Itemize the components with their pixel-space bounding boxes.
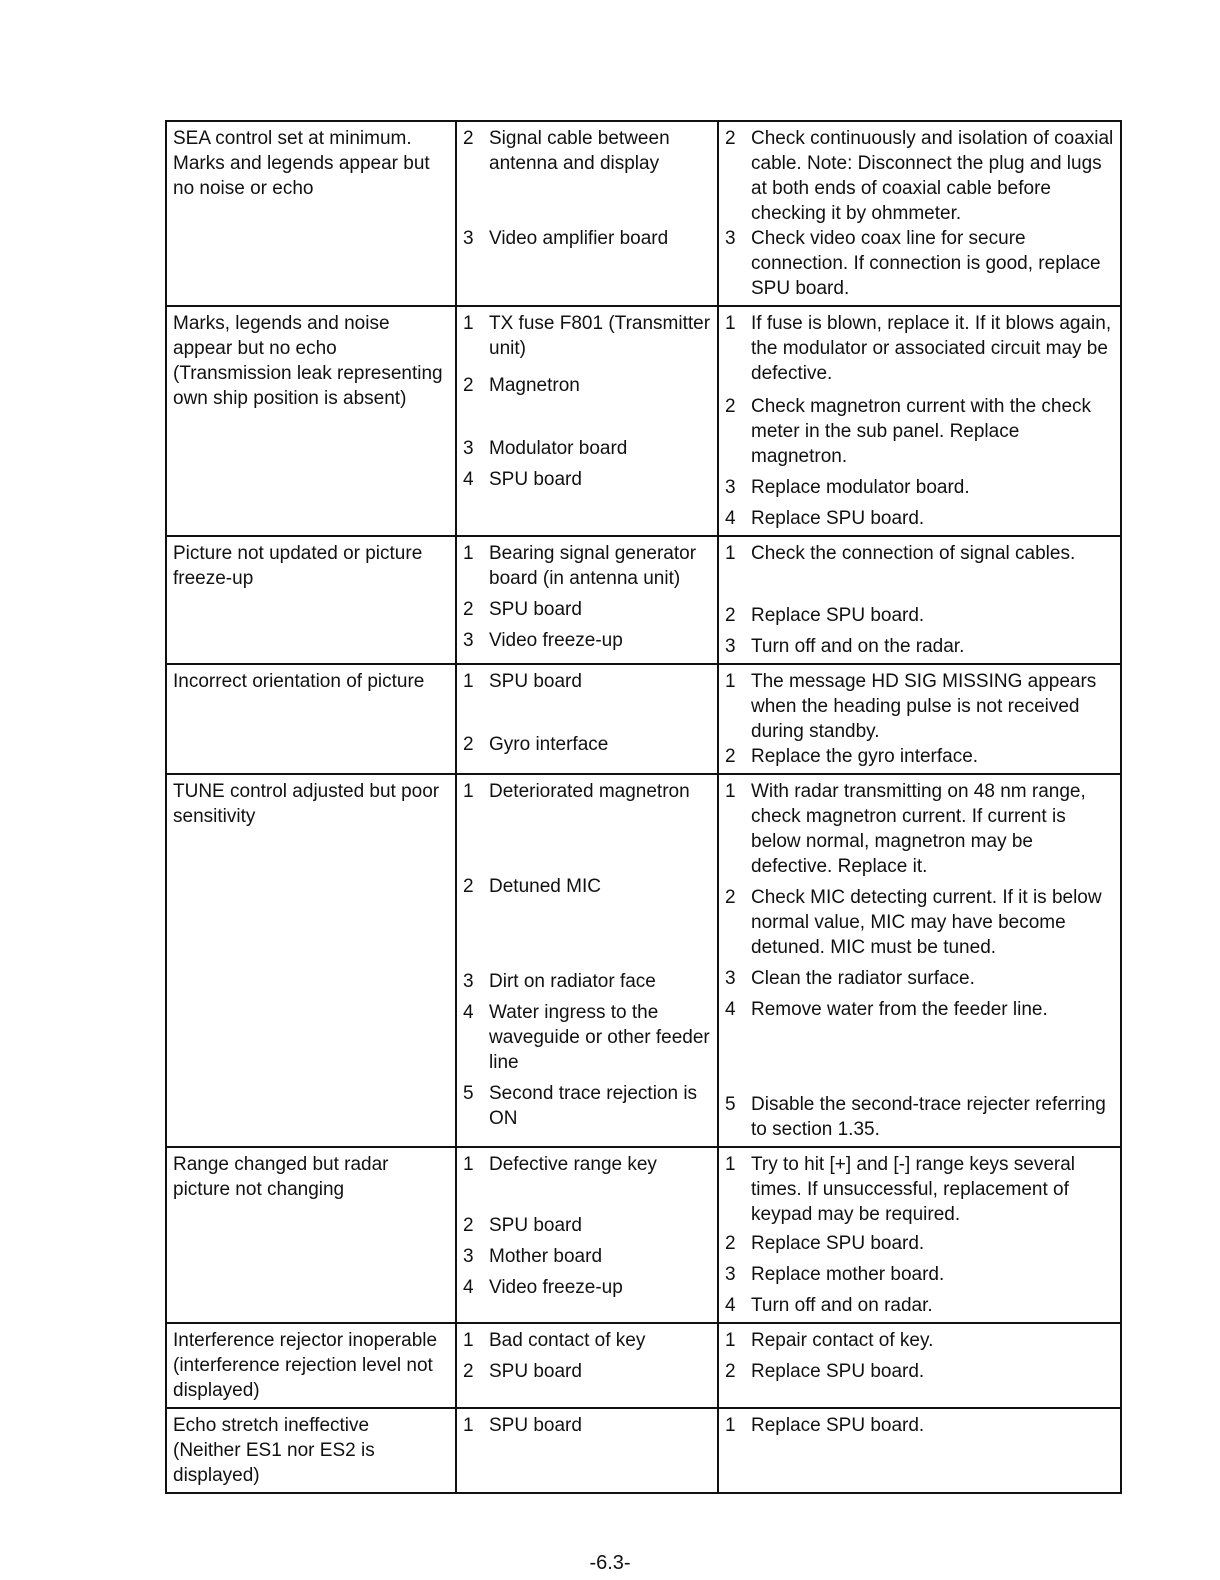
- item-text: SPU board: [489, 599, 582, 620]
- cause-item: [463, 311, 712, 361]
- item-number: 3: [725, 1264, 736, 1285]
- item-text: SPU board: [489, 469, 582, 490]
- item-number: 2: [725, 1361, 736, 1382]
- cause-item: [463, 541, 712, 591]
- item-text: Detuned MIC: [489, 876, 601, 897]
- remedy-item: [725, 744, 1115, 769]
- item-number: 1: [725, 1330, 736, 1351]
- item-text: Turn off and on radar.: [751, 1295, 933, 1316]
- item-number: 4: [725, 508, 736, 529]
- remedy-item: [725, 669, 1115, 744]
- table-row: [166, 536, 1121, 664]
- cause-item: [463, 732, 712, 757]
- item-text: Check continuously and isolation of coaxial cable. Note: Disconnect the plug and lugs at both ends of coaxial cable before checking it by ohmmeter.: [751, 128, 1114, 224]
- table-row: [166, 1408, 1121, 1493]
- item-number: 2: [725, 887, 736, 908]
- item-number: 2: [725, 605, 736, 626]
- item-text: Mother board: [489, 1246, 603, 1267]
- item-number: 3: [725, 636, 736, 657]
- remedy-cell: [718, 664, 1121, 774]
- symptom-cell: TUNE control adjusted but poor sensitivity: [166, 774, 456, 1147]
- item-text: Bearing signal generator board (in antenna unit): [489, 543, 697, 589]
- item-text: With radar transmitting on 48 nm range, check magnetron current. If current is below normal, magnetron may be defective. Replace it.: [751, 781, 1086, 877]
- remedy-cell: [718, 1323, 1121, 1408]
- item-number: 1: [463, 1415, 474, 1436]
- item-number: 1: [463, 1154, 474, 1175]
- cause-item: [463, 467, 712, 492]
- item-number: 1: [463, 781, 474, 802]
- item-number: 2: [463, 876, 474, 897]
- table-row: [166, 1323, 1121, 1408]
- cause-item: [463, 779, 712, 804]
- remedy-item: [725, 779, 1115, 879]
- cause-item: [463, 1413, 712, 1438]
- table-row: [166, 664, 1121, 774]
- item-number: 4: [725, 1295, 736, 1316]
- item-text: Check MIC detecting current. If it is below normal value, MIC may have become detuned. MIC must be tuned.: [751, 887, 1102, 958]
- remedy-item: [725, 966, 1115, 991]
- table-row: [166, 774, 1121, 1147]
- item-text: Clean the radiator surface.: [751, 968, 975, 989]
- remedy-item: [725, 394, 1115, 469]
- item-number: 1: [725, 1415, 736, 1436]
- cause-item: [463, 1359, 712, 1384]
- item-number: 2: [725, 746, 736, 767]
- item-text: Video freeze-up: [489, 1277, 623, 1298]
- symptom-cell: Interference rejector inoperable (interference rejection level not displayed): [166, 1323, 456, 1408]
- item-text: Magnetron: [489, 375, 580, 396]
- cause-item: [463, 597, 712, 622]
- cause-cell: [456, 1323, 718, 1408]
- item-number: 4: [463, 469, 474, 490]
- item-number: 1: [463, 671, 474, 692]
- cause-item: [463, 373, 712, 398]
- item-text: SPU board: [489, 1361, 582, 1382]
- remedy-cell: [718, 536, 1121, 664]
- item-number: 2: [463, 1361, 474, 1382]
- item-number: 5: [463, 1083, 474, 1104]
- item-text: Defective range key: [489, 1154, 657, 1175]
- item-text: Disable the second-trace rejecter referring to section 1.35.: [751, 1094, 1106, 1140]
- symptom-cell: Marks, legends and noise appear but no echo (Transmission leak representing own ship position is absent): [166, 306, 456, 536]
- remedy-cell: [718, 306, 1121, 536]
- item-number: 3: [463, 630, 474, 651]
- symptom-cell: Echo stretch ineffective (Neither ES1 nor ES2 is displayed): [166, 1408, 456, 1493]
- cause-cell: [456, 1147, 718, 1323]
- remedy-item: [725, 1359, 1115, 1384]
- item-number: 1: [463, 313, 474, 334]
- item-number: 1: [725, 313, 736, 334]
- item-text: Turn off and on the radar.: [751, 636, 965, 657]
- cause-item: [463, 1213, 712, 1238]
- item-number: 3: [725, 477, 736, 498]
- table-row: [166, 1147, 1121, 1323]
- cause-item: [463, 1000, 712, 1075]
- cause-item: [463, 969, 712, 994]
- item-number: 2: [463, 128, 474, 149]
- item-text: Check magnetron current with the check meter in the sub panel. Replace magnetron.: [751, 396, 1092, 467]
- item-number: 2: [725, 128, 736, 149]
- item-text: Modulator board: [489, 438, 628, 459]
- remedy-item: [725, 541, 1115, 566]
- item-number: 2: [463, 599, 474, 620]
- item-text: Remove water from the feeder line.: [751, 999, 1048, 1020]
- remedy-item: [725, 1328, 1115, 1353]
- cause-item: [463, 874, 712, 899]
- item-text: Repair contact of key.: [751, 1330, 934, 1351]
- item-number: 3: [463, 438, 474, 459]
- remedy-item: [725, 1262, 1115, 1287]
- remedy-item: [725, 126, 1115, 226]
- remedy-cell: [718, 1408, 1121, 1493]
- item-number: 2: [463, 734, 474, 755]
- remedy-item: [725, 475, 1115, 500]
- item-text: Replace SPU board.: [751, 1361, 925, 1382]
- item-number: 4: [463, 1002, 474, 1023]
- item-number: 1: [463, 543, 474, 564]
- remedy-item: [725, 311, 1115, 386]
- symptom-cell: Incorrect orientation of picture: [166, 664, 456, 774]
- item-number: 1: [725, 543, 736, 564]
- table-row: [166, 121, 1121, 306]
- symptom-cell: Picture not updated or picture freeze-up: [166, 536, 456, 664]
- remedy-item: [725, 1152, 1115, 1227]
- remedy-item: [725, 1293, 1115, 1318]
- item-number: 2: [725, 1233, 736, 1254]
- cause-item: [463, 1275, 712, 1300]
- cause-item: [463, 1152, 712, 1177]
- troubleshooting-table: [165, 120, 1122, 1494]
- item-text: Deteriorated magnetron: [489, 781, 690, 802]
- item-number: 3: [725, 228, 736, 249]
- item-text: Video freeze-up: [489, 630, 623, 651]
- item-text: Second trace rejection is ON: [489, 1083, 698, 1129]
- symptom-cell: Range changed but radar picture not changing: [166, 1147, 456, 1323]
- cause-item: [463, 1244, 712, 1269]
- item-number: 1: [725, 1154, 736, 1175]
- item-number: 3: [463, 228, 474, 249]
- cause-cell: [456, 536, 718, 664]
- item-number: 4: [725, 999, 736, 1020]
- remedy-cell: [718, 121, 1121, 306]
- cause-cell: [456, 774, 718, 1147]
- page-number: -6.3-: [589, 1552, 631, 1574]
- item-text: TX fuse F801 (Transmitter unit): [489, 313, 711, 359]
- cause-item: [463, 436, 712, 461]
- remedy-item: [725, 885, 1115, 960]
- item-number: 2: [725, 396, 736, 417]
- item-text: The message HD SIG MISSING appears when the heading pulse is not received during standby.: [751, 671, 1097, 742]
- cause-item: [463, 628, 712, 653]
- item-text: Gyro interface: [489, 734, 609, 755]
- cause-cell: [456, 306, 718, 536]
- item-text: Signal cable between antenna and display: [489, 128, 670, 174]
- item-text: Dirt on radiator face: [489, 971, 656, 992]
- item-number: 5: [725, 1094, 736, 1115]
- item-text: Replace SPU board.: [751, 1415, 925, 1436]
- remedy-item: [725, 997, 1115, 1022]
- item-number: 3: [463, 971, 474, 992]
- cause-item: [463, 1081, 712, 1131]
- cause-cell: [456, 664, 718, 774]
- item-number: 1: [725, 671, 736, 692]
- item-text: Replace SPU board.: [751, 1233, 925, 1254]
- item-text: Check video coax line for secure connection. If connection is good, replace SPU board.: [751, 228, 1101, 299]
- remedy-item: [725, 634, 1115, 659]
- remedy-cell: [718, 774, 1121, 1147]
- item-text: Replace SPU board.: [751, 605, 925, 626]
- item-text: Replace mother board.: [751, 1264, 945, 1285]
- item-text: Bad contact of key: [489, 1330, 646, 1351]
- cause-cell: [456, 121, 718, 306]
- cause-item: [463, 1328, 712, 1353]
- item-number: 2: [463, 1215, 474, 1236]
- table-row: [166, 306, 1121, 536]
- remedy-cell: [718, 1147, 1121, 1323]
- item-number: 2: [463, 375, 474, 396]
- item-number: 3: [463, 1246, 474, 1267]
- item-number: 3: [725, 968, 736, 989]
- item-number: 1: [463, 1330, 474, 1351]
- item-text: Replace modulator board.: [751, 477, 970, 498]
- remedy-item: [725, 1231, 1115, 1256]
- remedy-item: [725, 603, 1115, 628]
- item-text: Try to hit [+] and [-] range keys several times. If unsuccessful, replacement of keypad may be required.: [751, 1154, 1076, 1225]
- cause-cell: [456, 1408, 718, 1493]
- remedy-item: [725, 1413, 1115, 1438]
- remedy-item: [725, 506, 1115, 531]
- remedy-item: [725, 226, 1115, 301]
- item-text: SPU board: [489, 1215, 582, 1236]
- item-number: 1: [725, 781, 736, 802]
- cause-item: [463, 669, 712, 694]
- item-text: If fuse is blown, replace it. If it blows again, the modulator or associated circuit may be defective.: [751, 313, 1112, 384]
- item-text: Check the connection of signal cables.: [751, 543, 1076, 564]
- item-text: Replace the gyro interface.: [751, 746, 979, 767]
- remedy-item: [725, 1092, 1115, 1142]
- symptom-cell: SEA control set at minimum. Marks and legends appear but no noise or echo: [166, 121, 456, 306]
- item-text: Replace SPU board.: [751, 508, 925, 529]
- cause-item: [463, 126, 712, 176]
- cause-item: [463, 226, 712, 251]
- item-text: Video amplifier board: [489, 228, 669, 249]
- item-text: SPU board: [489, 671, 582, 692]
- item-text: Water ingress to the waveguide or other feeder line: [489, 1002, 710, 1073]
- troubleshooting-table-body: [166, 121, 1121, 1493]
- item-number: 4: [463, 1277, 474, 1298]
- item-text: SPU board: [489, 1415, 582, 1436]
